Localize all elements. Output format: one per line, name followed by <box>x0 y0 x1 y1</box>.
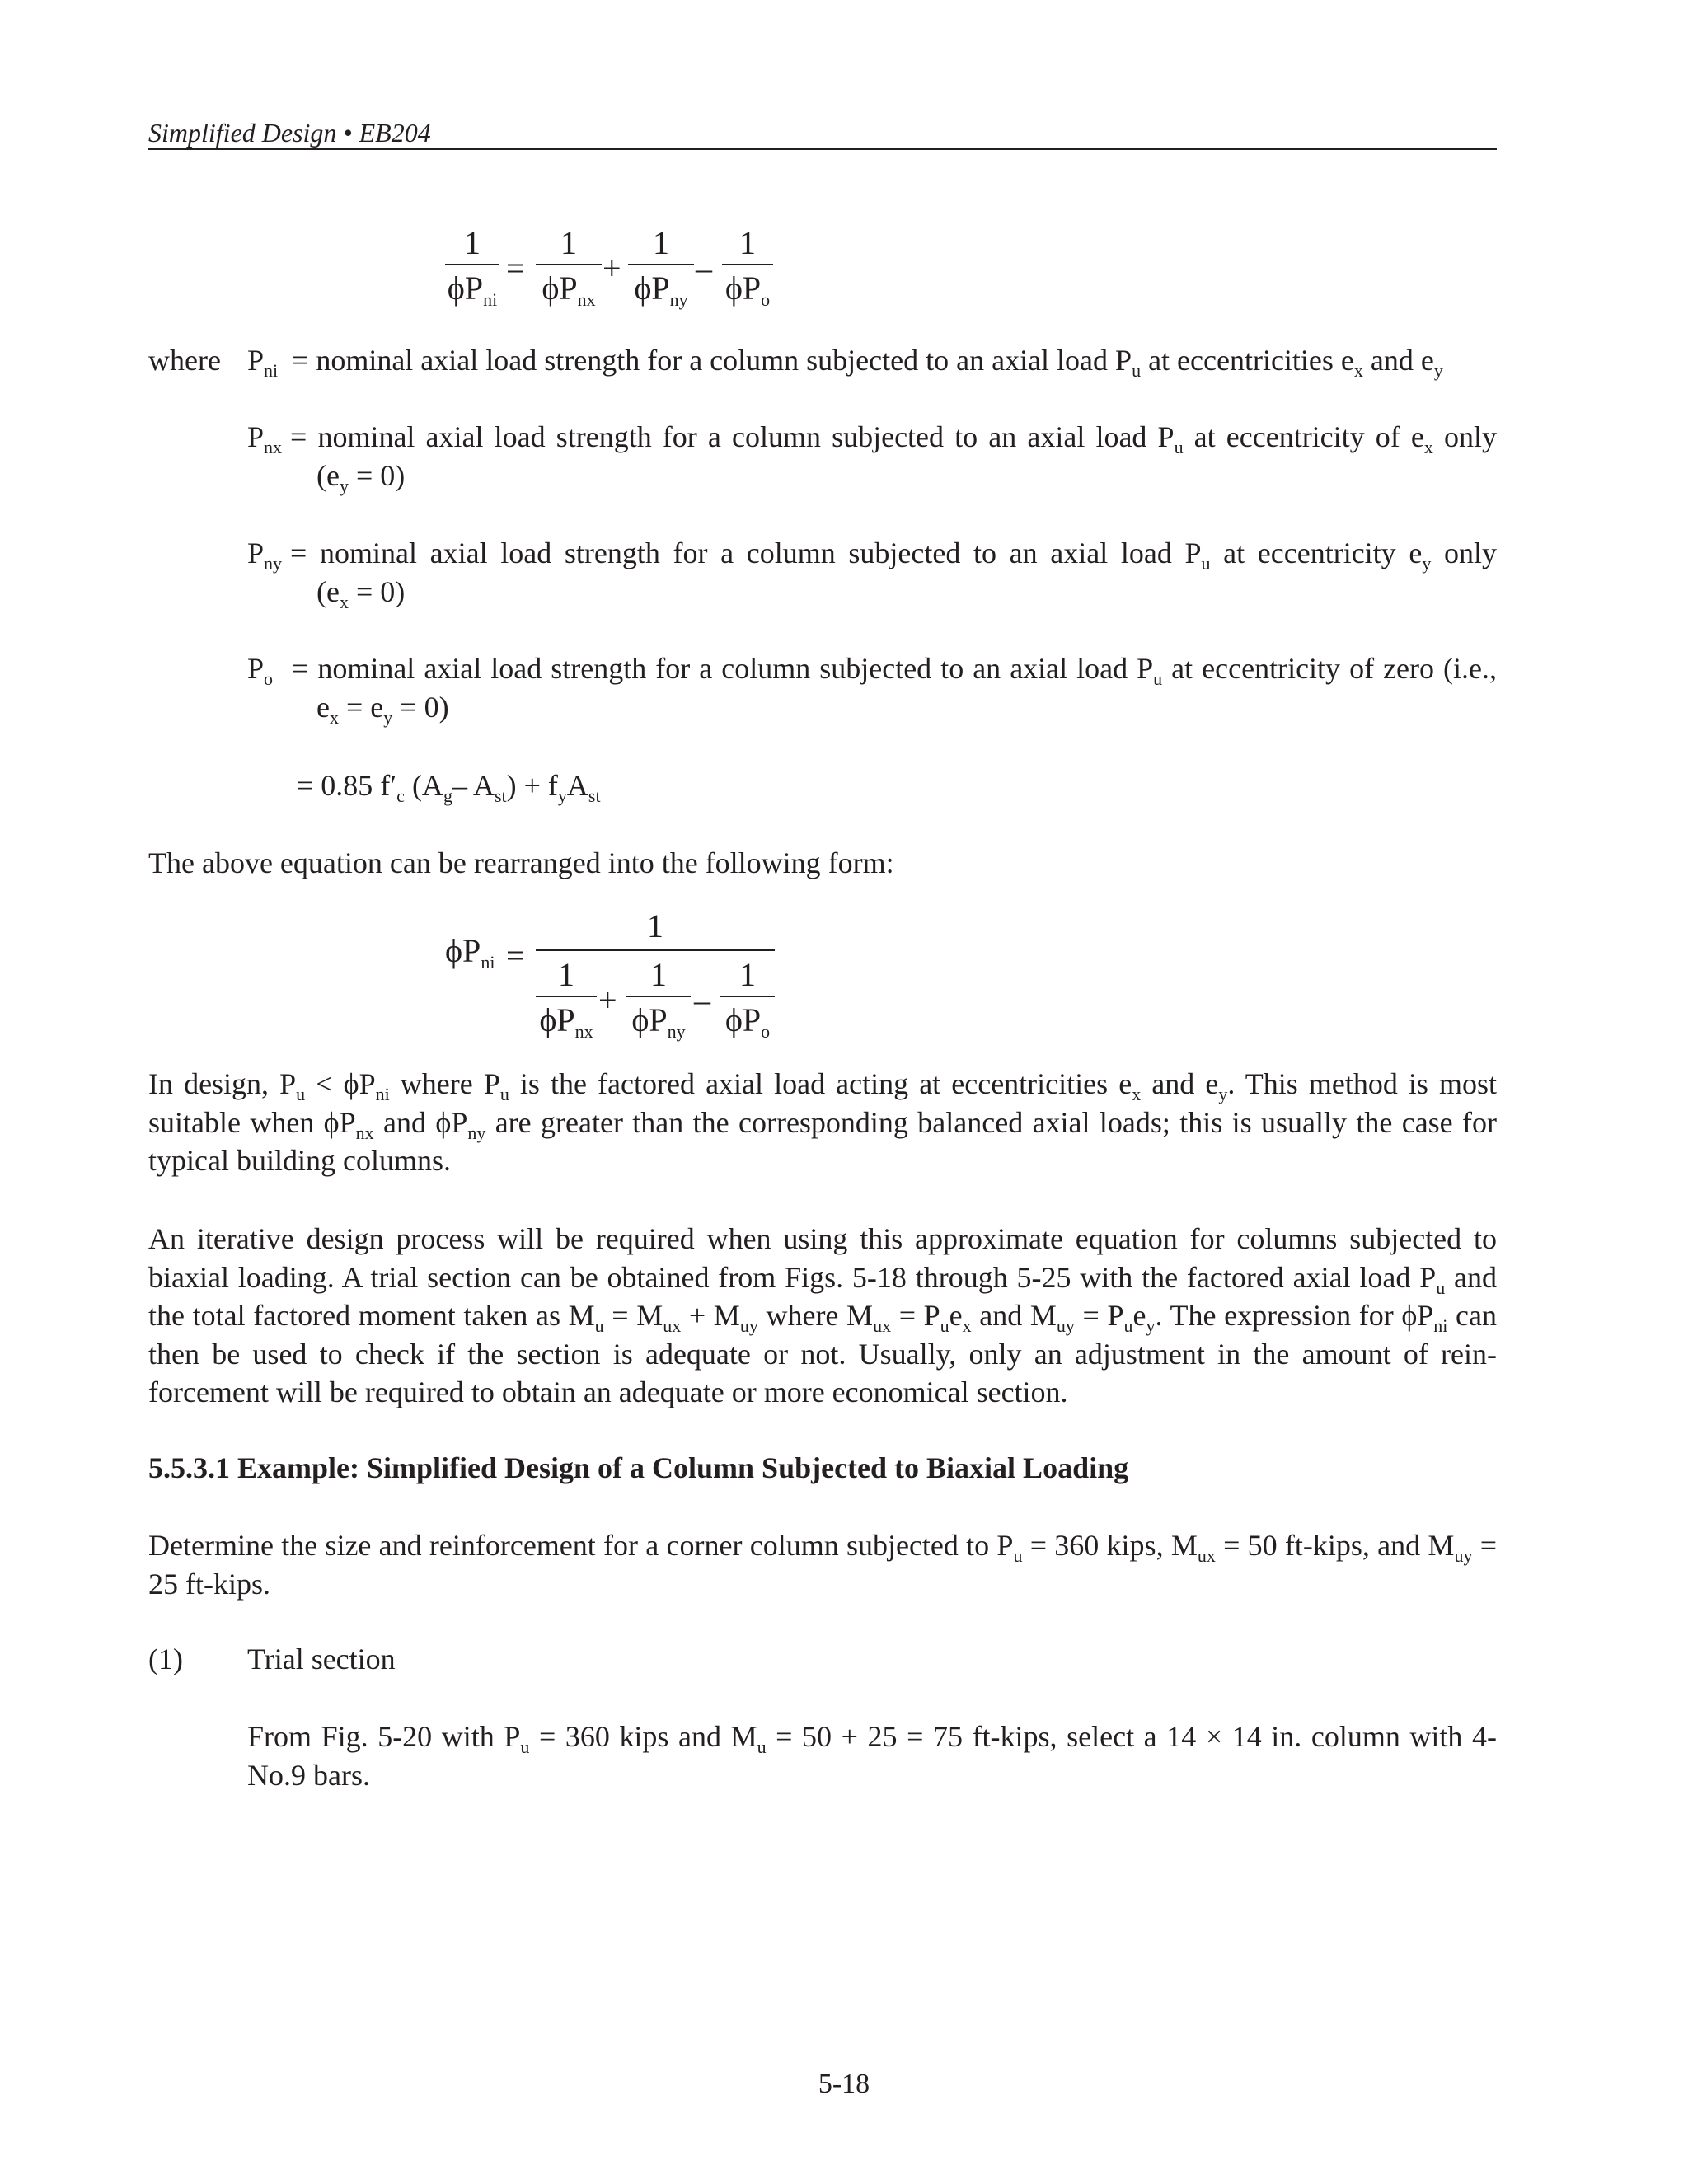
symbol-po: $P_o$ <box>247 652 274 689</box>
numerator: 1 <box>558 956 574 993</box>
symbol-pny: $P_{ny}$ <box>247 537 283 574</box>
plus-sign: + <box>603 250 621 287</box>
paragraph-design: In design, $P_u < \phi P_{ni}$ where $P_u$ is the factored axial load acting at eccentricities $e_x$ and $e_y$. This method is most suitable when $\phi P_{nx}$ and $\phi P_{ny}$ are greater than the corresponding balanced axial loads; this is usually the case for typical building columns. <box>148 1067 1498 1177</box>
numerator: 1 <box>650 956 667 993</box>
equals-sign: = <box>506 250 525 287</box>
equals-sign: = <box>506 937 525 974</box>
step-number: (1) <box>148 1643 183 1675</box>
fraction-term-nx <box>536 954 597 1042</box>
symbol-pnx: $P_{nx}$ <box>247 420 283 457</box>
fraction-term-ny <box>628 223 694 310</box>
definition-po-line2: $e_x = e_y = 0$) <box>316 691 449 728</box>
numerator: 1 <box>560 224 577 261</box>
denominator: $\phi P_{ny}$ <box>631 1001 686 1042</box>
top-numerator: 1 <box>647 907 663 944</box>
denominator: $\phi P_{ny}$ <box>634 269 688 310</box>
paragraph-iterative: An iterative design process will be required when using this approximate equation for columns subjected to biaxial loading. A trial section can be obtained from Figs. 5-18 through 5-25 with the factored axial load $P_u$ and the total factored moment taken as $M_u = M_{ux} + M_{uy}$ where $M_{ux} = P_ue_x$ and $M_{uy} = P_ue_y$. The expression for $\phi P_{ni}$ can then be used to check if the section is adequate or not. Usually, only an adjustment in the amount of rein- forcement will be required to obtain an adequate or more economical section. <box>148 1222 1498 1408</box>
minus-sign: – <box>696 250 712 287</box>
plus-sign: + <box>598 982 617 1019</box>
paragraph-determine: Determine the size and reinforcement for a corner column subjected to $P_u = 360$ kips, $M_{ux} = 50$ ft-kips, and $M_{uy} = 25$ ft-kips. <box>148 1529 1498 1601</box>
denominator: $\phi P_{ni}$ <box>447 269 498 310</box>
main-fraction-bar <box>536 949 775 951</box>
denominator: $\phi P_{nx}$ <box>542 269 596 310</box>
numerator: 1 <box>464 224 481 261</box>
page-number: 5-18 <box>818 2069 870 2099</box>
header-rule <box>148 148 1497 150</box>
numerator: 1 <box>653 224 669 261</box>
numerator: 1 <box>739 224 756 261</box>
definition-pni: = nominal axial load strength for a column subjected to an axial load $P_u$ at eccentricities $e_x$ and $e_y$ <box>292 344 1443 381</box>
definition-pny: = nominal axial load strength for a column subjected to an axial load $P_u$ at eccentricity $e_y$ only <box>290 537 1497 574</box>
fraction-term-nx <box>536 223 602 310</box>
fraction-lhs <box>445 223 499 310</box>
fraction-term-ny <box>626 954 691 1042</box>
step1-paragraph: From Fig. 5-20 with $P_u = 360$ kips and $M_u = 50 + 25 = 75$ ft-kips, select a 14 × 14 in. column with 4- No.9 bars. <box>247 1720 1497 1792</box>
po-formula: = 0.85 $f'_c$ ($A_g-$ $A_{st}) + f_yA_{st}$ <box>297 769 601 806</box>
where-label: where <box>148 344 221 377</box>
fraction-term-o <box>722 223 773 310</box>
denominator: $\phi P_o$ <box>724 1001 771 1042</box>
denominator: $\phi P_o$ <box>724 269 771 310</box>
section-title: 5.5.3.1 Example: Simplified Design of a Column Subjected to Biaxial Loading <box>148 1451 1129 1484</box>
rearranged-intro: The above equation can be rearranged into the following form: <box>148 846 894 879</box>
fraction-term-o <box>720 954 775 1042</box>
minus-sign: – <box>694 982 710 1019</box>
step-title: Trial section <box>247 1643 396 1675</box>
numerator: 1 <box>739 956 756 993</box>
lhs-phi-pni: $\phi P_{ni}$ <box>445 932 495 972</box>
running-header: Simplified Design • EB204 <box>148 118 431 148</box>
denominator: $\phi P_{nx}$ <box>539 1001 593 1042</box>
definition-po: = nominal axial load strength for a column subjected to an axial load $P_u$ at eccentricity of zero (i.e., <box>292 652 1497 689</box>
definition-pny-line2: $(e_x = 0)$ <box>316 575 406 612</box>
symbol-pni: $P_{ni}$ <box>247 344 279 381</box>
definition-pnx-line2: $(e_y = 0)$ <box>316 459 406 496</box>
definition-pnx: = nominal axial load strength for a column subjected to an axial load $P_u$ at eccentricity of $e_x$ only <box>290 420 1497 457</box>
